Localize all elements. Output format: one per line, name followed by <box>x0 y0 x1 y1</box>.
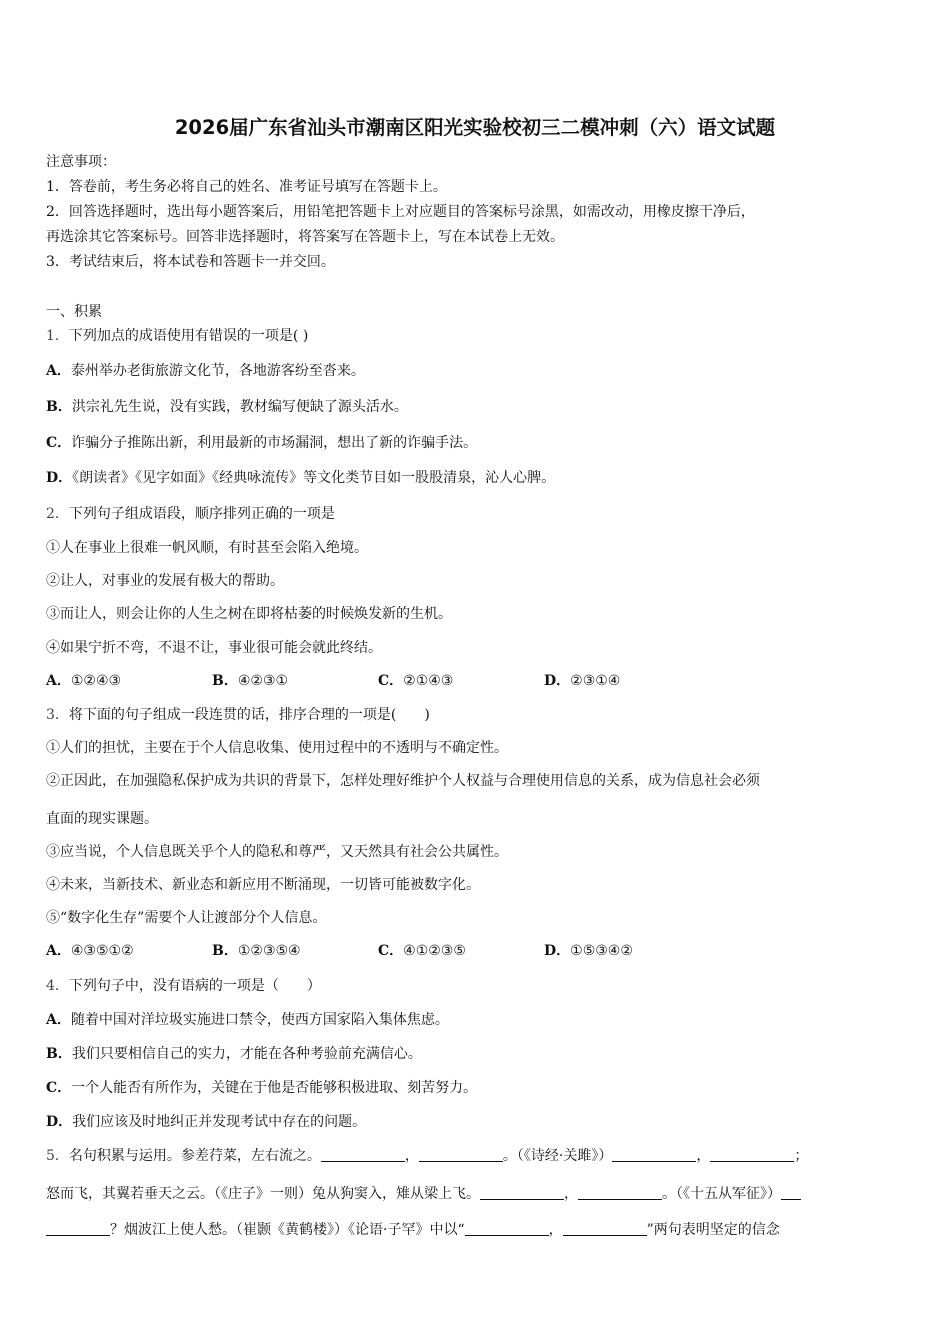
option-text: ①②③⑤④ <box>237 943 301 959</box>
answer-blank[interactable] <box>465 1221 549 1236</box>
question-5-line-1 <box>46 1146 808 1166</box>
section-heading: 一、积累 <box>46 304 102 320</box>
option-text: 泰州举办老街旅游文化节，各地游客纷至沓来。 <box>70 363 365 379</box>
question-text: 怒而飞，其翼若垂天之云。（《庄子》一则）兔从狗窦入，雉从梁上飞。 <box>46 1186 480 1202</box>
question-4-stem <box>46 976 321 996</box>
option-letter: B． <box>46 399 72 415</box>
question-text: 名句积累与运用。参差荇菜，左右流之。 <box>68 1148 321 1164</box>
answer-blank[interactable] <box>563 1221 647 1236</box>
q2-sentence: ②让人，对事业的发展有极大的帮助。 <box>46 573 284 589</box>
q3-options <box>46 941 633 961</box>
q3-option-b <box>212 941 378 961</box>
question-5-line-3 <box>46 1220 780 1240</box>
option-letter: B． <box>212 943 238 959</box>
question-number: 2． <box>46 506 69 522</box>
q2-option-b <box>212 671 378 691</box>
question-text: 将下面的句子组成一段连贯的话，排序合理的一项是( ) <box>68 707 430 723</box>
answer-blank[interactable] <box>480 1185 564 1200</box>
option-text: ②①④③ <box>403 673 454 689</box>
option-text: 我们应该及时地纠正并发现考试中存在的问题。 <box>72 1114 367 1130</box>
answer-blank[interactable] <box>710 1147 794 1162</box>
source-text: 。（《十五从军征》） <box>662 1186 781 1202</box>
option-letter: C． <box>378 673 404 689</box>
option-text: 随着中国对洋垃圾实施进口禁令，使西方国家陷入集体焦虑。 <box>70 1012 449 1028</box>
option-text: ②③①④ <box>570 673 621 689</box>
q3-option-c <box>378 941 544 961</box>
exam-title: 2026届广东省汕头市潮南区阳光实验校初三二模冲刺（六）语文试题 <box>174 116 776 139</box>
q1-option-c <box>46 433 477 453</box>
answer-blank[interactable] <box>612 1147 696 1162</box>
question-number: 1． <box>46 328 69 344</box>
question-text: 下列句子中，没有语病的一项是（ ） <box>68 978 321 994</box>
option-letter: C． <box>378 943 404 959</box>
option-text: ①②④③ <box>70 673 122 689</box>
q2-sentence: ①人在事业上很难一帆风顺，有时甚至会陷入绝境。 <box>46 540 368 556</box>
option-text: 一个人能否有所作为，关键在于他是否能够积极进取、刻苦努力。 <box>71 1080 478 1096</box>
notice-item: 再选涂其它答案标号。回答非选择题时，将答案写在答题卡上，写在本试卷上无效。 <box>46 229 564 245</box>
option-text: 我们只要相信自己的实力，才能在各种考验前充满信心。 <box>71 1046 422 1062</box>
option-letter: A． <box>46 943 71 959</box>
q2-options <box>46 671 620 691</box>
answer-blank[interactable] <box>419 1147 503 1162</box>
option-text: 诈骗分子推陈出新，利用最新的市场漏洞，想出了新的诈骗手法。 <box>71 435 478 451</box>
q2-option-c <box>378 671 544 691</box>
option-letter: B． <box>212 673 238 689</box>
option-letter: A． <box>46 363 71 379</box>
q3-option-d <box>544 941 633 961</box>
answer-blank[interactable] <box>781 1185 801 1200</box>
option-letter: D． <box>544 673 571 689</box>
question-text: 下列加点的成语使用有错误的一项是( ) <box>68 328 309 344</box>
punct: ， <box>404 1148 419 1164</box>
question-number: 5． <box>46 1148 69 1164</box>
q1-option-d <box>46 468 555 488</box>
option-text: 洪宗礼先生说，没有实践，教材编写便缺了源头活水。 <box>71 399 408 415</box>
question-1-stem <box>46 326 308 346</box>
q1-option-a <box>46 361 365 381</box>
option-text: 《朗读者》《见字如面》《经典咏流传》等文化类节目如一股股清泉，沁人心脾。 <box>72 470 556 486</box>
q2-sentence: ④如果宁折不弯，不退不让，事业很可能会就此终结。 <box>46 640 382 656</box>
question-2-stem <box>46 504 335 524</box>
option-letter: C． <box>46 1080 72 1096</box>
option-letter: D． <box>46 470 73 486</box>
q3-sentence: 直面的现实课题。 <box>46 811 158 827</box>
question-number: 3． <box>46 707 69 723</box>
punct: ， <box>564 1186 578 1202</box>
notice-item: 3．考试结束后，将本试卷和答题卡一并交回。 <box>46 254 335 270</box>
answer-blank[interactable] <box>321 1147 405 1162</box>
question-5-line-2 <box>46 1184 801 1204</box>
q2-option-a <box>46 671 212 691</box>
question-text: ”两句表明坚定的信念 <box>646 1222 780 1238</box>
q2-sentence: ③而让人，则会让你的人生之树在即将枯萎的时候焕发新的生机。 <box>46 606 452 622</box>
q3-sentence: ②正因此，在加强隐私保护成为共识的背景下，怎样处理好维护个人权益与合理使用信息的关系，成为信息社会必须 <box>46 773 760 789</box>
option-letter: A． <box>46 673 71 689</box>
notice-item: 2．回答选择题时，选出每小题答案后，用铅笔把答题卡上对应题目的答案标号涂黑，如需改动，用橡皮擦干净后， <box>46 204 755 220</box>
punct: ， <box>696 1148 711 1164</box>
question-text: ？烟波江上使人愁。（崔颢《黄鹤楼》）《论语·子罕》中以“ <box>110 1222 465 1238</box>
q3-sentence: ⑤“数字化生存”需要个人让渡部分个人信息。 <box>46 910 327 926</box>
q4-option-b <box>46 1044 422 1064</box>
question-text: 下列句子组成语段，顺序排列正确的一项是 <box>68 506 335 522</box>
question-3-stem <box>46 705 430 725</box>
q3-option-a <box>46 941 212 961</box>
notice-heading: 注意事项： <box>46 154 116 170</box>
source-text: 。（《诗经·关雎》） <box>502 1148 613 1164</box>
option-letter: B． <box>46 1046 72 1062</box>
option-text: ④②③① <box>237 673 289 689</box>
question-number: 4． <box>46 978 69 994</box>
notice-item: 1．答卷前，考生务必将自己的姓名、准考证号填写在答题卡上。 <box>46 179 447 195</box>
answer-blank[interactable] <box>46 1221 110 1236</box>
q1-option-b <box>46 397 408 417</box>
option-letter: D． <box>544 943 571 959</box>
punct: ， <box>548 1222 563 1238</box>
option-text: ④①②③⑤ <box>403 943 466 959</box>
option-text: ①⑤③④② <box>570 943 633 959</box>
option-letter: A． <box>46 1012 71 1028</box>
option-text: ④③⑤①② <box>70 943 134 959</box>
q4-option-a <box>46 1010 449 1030</box>
q2-option-d <box>544 671 620 691</box>
q4-option-c <box>46 1078 477 1098</box>
q4-option-d <box>46 1112 366 1132</box>
option-letter: D． <box>46 1114 73 1130</box>
answer-blank[interactable] <box>578 1185 662 1200</box>
punct: ； <box>794 1148 809 1164</box>
q3-sentence: ④未来，当新技术、新业态和新应用不断涌现，一切皆可能被数字化。 <box>46 877 480 893</box>
q3-sentence: ③应当说，个人信息既关乎个人的隐私和尊严，又天然具有社会公共属性。 <box>46 844 508 860</box>
option-letter: C． <box>46 435 72 451</box>
q3-sentence: ①人们的担忧，主要在于个人信息收集、使用过程中的不透明与不确定性。 <box>46 740 508 756</box>
